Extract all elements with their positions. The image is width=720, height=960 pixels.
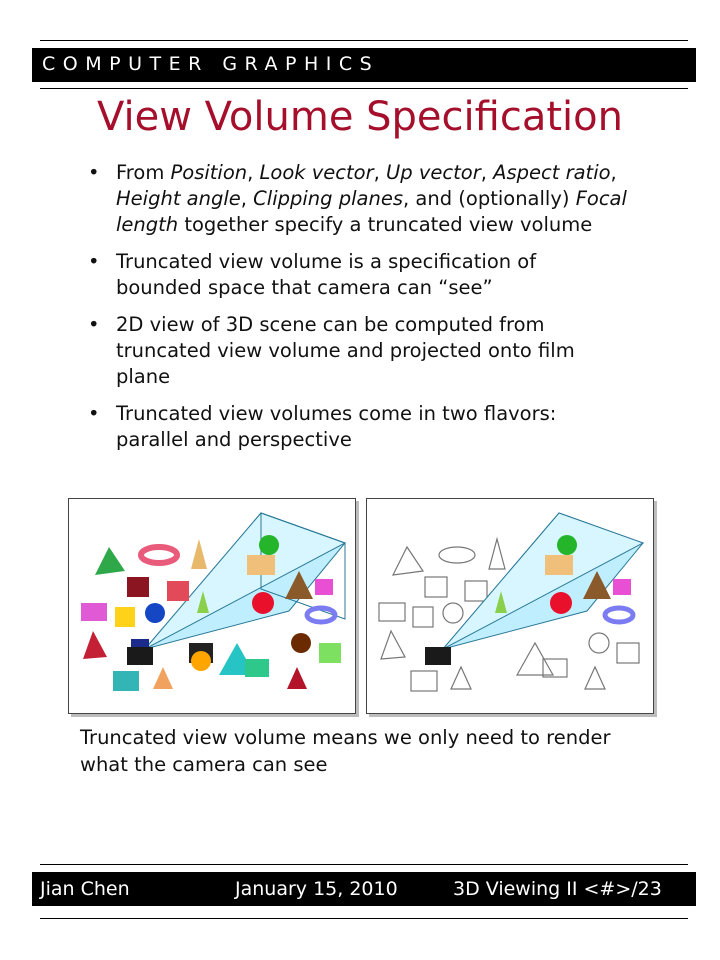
figure-caption: Truncated view volume means we only need to render what the camera can see bbox=[80, 726, 611, 776]
bullet-text: , bbox=[373, 161, 387, 184]
bullet-item bbox=[88, 160, 628, 238]
header-bottom-rule bbox=[40, 88, 688, 89]
bullet-text: , bbox=[247, 161, 260, 184]
scene-figure-colored bbox=[68, 498, 356, 714]
bullet-text: , bbox=[480, 161, 494, 184]
bullet-dot: • bbox=[88, 250, 100, 273]
bullet-list bbox=[88, 160, 628, 464]
bullet-text: Focal length bbox=[116, 187, 627, 236]
scene-figure-culled bbox=[366, 498, 654, 714]
bullet-text: 2D view of 3D scene can be computed from truncated view volume and projected onto film plane bbox=[116, 313, 575, 388]
bullet-text: Height angle bbox=[116, 187, 241, 210]
bullet-text: Truncated view volume is a specification of bounded space that camera can “see” bbox=[116, 250, 537, 299]
footer-author: Jian Chen bbox=[40, 878, 130, 900]
bullet-item bbox=[88, 249, 628, 301]
bullet-item bbox=[88, 401, 628, 453]
scene-illustration-culled bbox=[367, 499, 653, 713]
bullet-text: Look vector bbox=[259, 161, 374, 184]
slide-title: View Volume Specification bbox=[97, 94, 623, 140]
bullet-text: , bbox=[610, 161, 617, 184]
footer-bottom-rule bbox=[40, 918, 688, 919]
footer-top-rule bbox=[40, 864, 688, 865]
footer-course: 3D Viewing II <#>/23 bbox=[453, 878, 662, 900]
bullet-text: Position bbox=[170, 161, 248, 184]
header-top-rule bbox=[40, 40, 688, 41]
bullet-text: , bbox=[240, 187, 254, 210]
bullet-text: Clipping planes bbox=[253, 187, 403, 210]
scene-illustration-colored bbox=[69, 499, 355, 713]
header-bar bbox=[32, 48, 696, 82]
bullet-dot: • bbox=[88, 402, 100, 425]
bullet-text: , and (optionally) bbox=[403, 187, 576, 210]
bullet-text: Aspect ratio bbox=[493, 161, 611, 184]
bullet-text: Truncated view volumes come in two flavors: parallel and perspective bbox=[116, 402, 557, 451]
bullet-text: From bbox=[116, 161, 171, 184]
footer-date: January 15, 2010 bbox=[235, 878, 398, 900]
bullet-dot: • bbox=[88, 313, 100, 336]
header-banner: COMPUTER GRAPHICS bbox=[42, 53, 380, 75]
bullet-dot: • bbox=[88, 161, 100, 184]
bullet-item bbox=[88, 312, 628, 390]
bullet-text: Up vector bbox=[386, 161, 481, 184]
footer-bar bbox=[32, 872, 696, 906]
bullet-text: together specify a truncated view volume bbox=[178, 213, 593, 236]
